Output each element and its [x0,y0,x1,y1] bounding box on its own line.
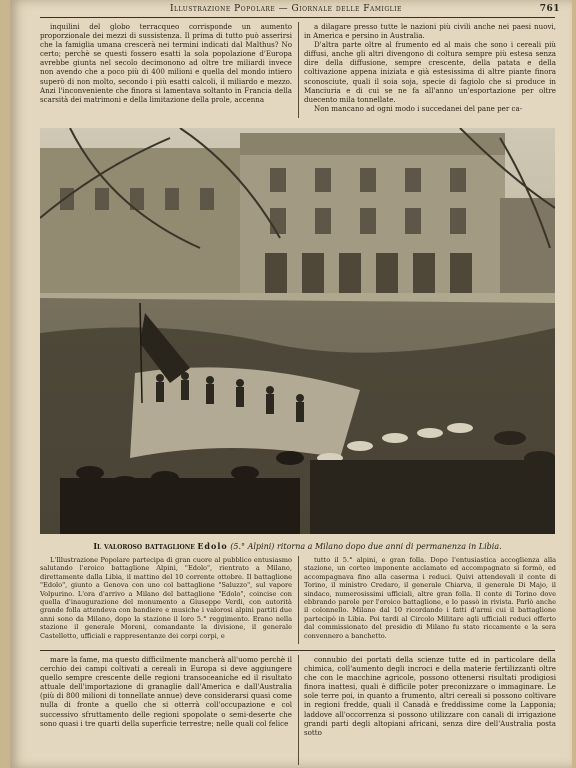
newspaper-page [10,0,572,768]
paragraph: inquilini del globo terracqueo corrisponde un aumento proporzionale dei mezzi di sussistenza. Il prima di tutto può asserirsi che la famiglia umana crescerà nei termini indicati dal Malthus? No certo; perchè se questi fossero esatti la sola popolazione d'Europa avrebbe giunta nel secolo decimonono ad oltre tre miliardi invece non avendo che a poco più di 400 milioni e quella del mondo intiero superò di non molto, secondo i più esatti calcoli, il miliardo e mezzo. Anzi l'inconveniente che finora si lamentava soltanto in Francia della scarsità dei matrimoni e della limitazione della prole, accenna [40,22,292,104]
bottom-right-column [304,655,556,765]
photo-caption [40,541,555,551]
column-divider [298,655,299,765]
section-rule [40,650,555,651]
paragraph: D'altra parte oltre al frumento ed al mais che sono i cereali più diffusi, anche gli altri divengono di coltura sempre più estesa senza dire della diffusione, sempre crescente, della patata e della coltivazione appena iniziata e già estesissima di altre piante finora sconosciute, quali il soia soja, specie di fagiolo che si produce in Manciuria e di cui se ne fa all'anno un'esportazione per oltre duecento mila tonnellate. [304,40,556,104]
paragraph: connubio dei portati della scienze tutte ed in particolare della chimica, coll'aumento degli incroci e della materie fertilizzanti oltre che con le macchine agricole, possono ottenersi risultati prodigiosi finora inattesi, quali è difficile poter preconizzare o immaginare. Le sole terre poi, in quanto a frumento, altri cereali si possono coltivare in regioni fredde, quali il Canadà e freddissime come la Lapponia; laddove all'occorrenza si possono utilizzare con canali di irrigazione grandi parti degli altopiani africani, senza dire dell'Australia posta sotto [304,655,556,737]
caption-lead: Il valoroso battaglione [93,541,195,551]
caption-battalion-name: Edolo [197,541,228,551]
paragraph: L'Illustrazione Popolare partecipa di gran cuore al pubblico entusiasmo salutando l'eroico battaglione Alpini, "Edolo", rientrato a Milano, direttamente dalla Libia, il mattino del 10 corrente ottobre. Il battaglione "Edolo", giunto a Genova con uno col battaglione "Saluzzo", sul vapore Volpurino. L'ora d'arrivo a Milano del battaglione "Edolo", coincise con quella d'inaugurazione del monumento a Giuseppe Verdi, con autorità grande folla attendeva con bandiere e musiche i valorosi alpini partiti due anni sono da Milano, dopo la stazione il loro 5.° reggimento. Erano nella stazione il generale Moreni, comandante la divisione, il generale Castelletto, ufficiali e rappresentanze dei corpi corpi, e [40,556,292,640]
page-number: 761 [539,4,560,14]
caption-rest: (5.° Alpini) ritorna a Milano dopo due anni di permanenza in Libia. [230,542,502,551]
battalion-photograph [40,128,555,534]
column-divider [298,556,299,644]
mid-right-column [304,556,556,646]
photograph-image [40,128,555,534]
top-right-column [304,22,556,118]
top-left-column [40,22,292,118]
bottom-left-column [40,655,292,765]
header-rule [40,17,555,18]
paragraph: Non mancano ad ogni modo i succedanei del pane per ca- [314,103,523,113]
running-header [40,4,560,18]
column-divider [298,22,299,118]
paragraph: mare la fame, ma questo difficilmente mancherà all'uomo perchè il cerchio dei campi coltivati a cereali in Europa si deve aggiungere quello sempre crescente delle regioni transoceaniche ed il risultato attuale dell'importazione di granaglie dall'America e dall'Australia (più di 800 milioni di tonnellate annue) deve considerarsi quasi come nulla di fronte a quello che si otterrà coll'occupazione e col successivo sfruttamento delle regioni spopolate o semi-deserte che sono quasi i tre quarti della superficie terrestre; nelle quali col felice [40,655,292,728]
header-title: Illustrazione Popolare — Giornale delle Famiglie [170,4,402,14]
paragraph: tutto il 5.° alpini, e gran folla. Dopo l'entusiastica accoglienza alla stazione, un corteo imponente acclamato ed accompagnato si formò, ed accompagnava fino alla caserma i reduci. Quivi attendevali il conte di Torino, il ministro Credaro, il generale Chiarva, il generale Di Majo, il sindaco, numerosissimi ufficiali, altre gran folla. Il conte di Torino dove ebbrando parole per l'eroico battaglione, e lo passò in rivista. Parlò anche il colonnello. Milano dal 10 ricordando i fatti d'armi cui il battaglione partecipò in Libia. Poi tardi al Circolo Militare agli ufficiali reduci offerto dal commissionato del presidio di Milano fu stato riccamente e la sera convennero a banchetto. [304,556,556,640]
mid-left-column [40,556,292,646]
paragraph: a dilagare presso tutte le nazioni più civili anche nei paesi nuovi, in America e persino in Australia. [304,22,556,41]
